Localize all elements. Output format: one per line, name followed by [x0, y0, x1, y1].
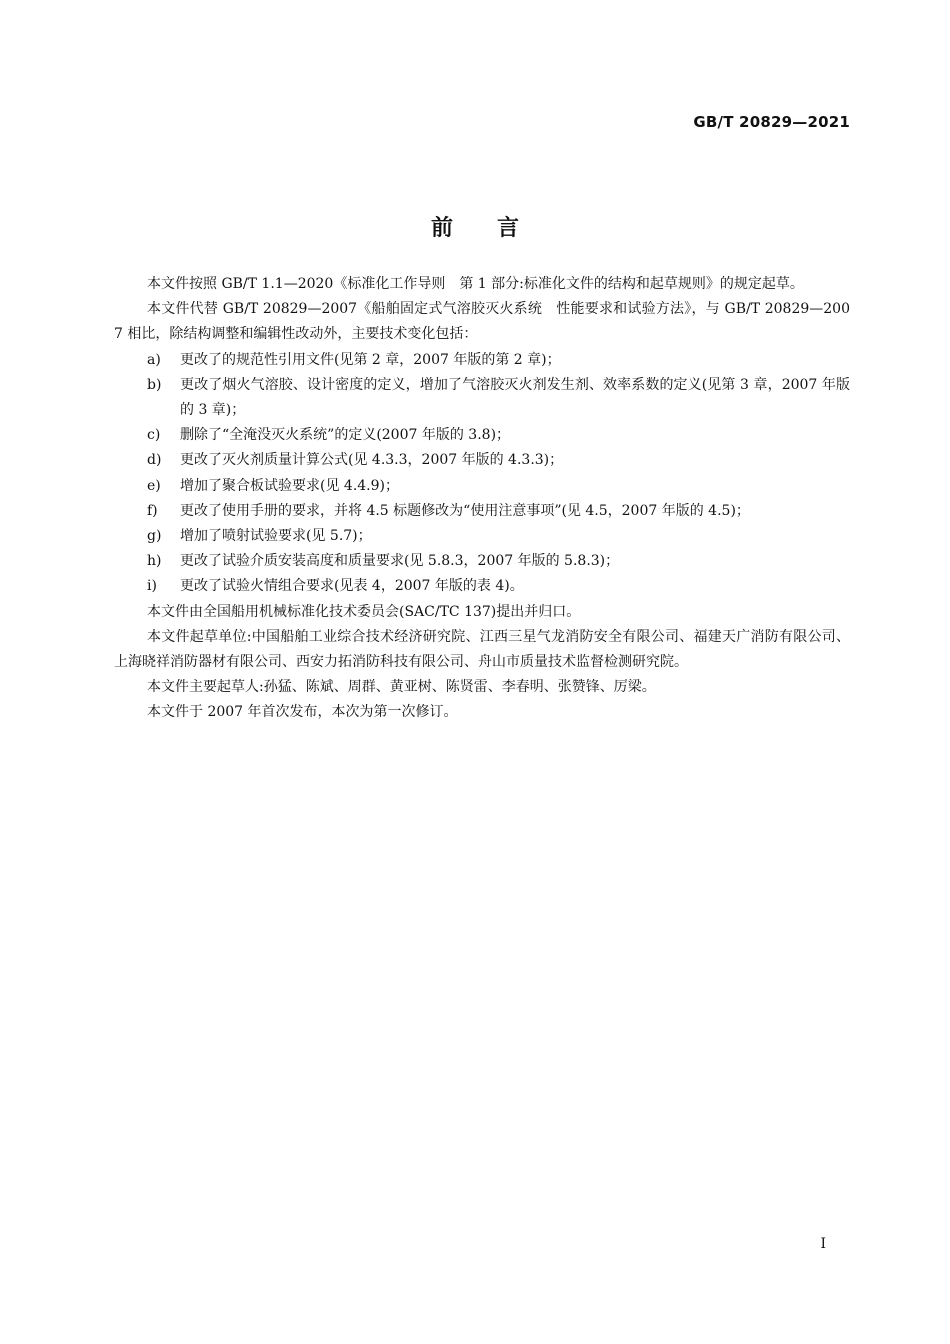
- list-item-text: 更改了使用手册的要求，并将 4.5 标题修改为“使用注意事项”(见 4.5，2007 年版的 4.5)；: [180, 502, 750, 519]
- committee-paragraph: 本文件由全国船用机械标准化技术委员会(SAC/TC 137)提出并归口。: [147, 603, 581, 620]
- changes-list: [114, 348, 850, 600]
- page-title: 前言: [430, 215, 563, 241]
- publication-history-paragraph: 本文件于 2007 年首次发布，本次为第一次修订。: [147, 704, 458, 721]
- list-item: [114, 348, 850, 373]
- list-item-text: 增加了聚合板试验要求(见 4.4.9)；: [180, 477, 399, 494]
- list-item-text: 增加了喷射试验要求(见 5.7)；: [180, 528, 372, 545]
- list-marker: h): [147, 553, 162, 570]
- list-marker: b): [147, 376, 162, 393]
- drafters-paragraph: 本文件主要起草人:孙猛、陈斌、周群、黄亚树、陈贤雷、李春明、张赞锋、厉梁。: [147, 679, 656, 696]
- page-number: I: [820, 1236, 826, 1252]
- list-item: [114, 524, 850, 549]
- list-item: [114, 574, 850, 599]
- list-item: [114, 549, 850, 574]
- drafting-basis-paragraph: 本文件按照 GB/T 1.1—2020《标准化工作导则 第 1 部分:标准化文件的结构和起草规则》的规定起草。: [147, 276, 804, 292]
- standard-code-header: GB/T 20829—2021: [693, 113, 850, 131]
- list-marker: g): [147, 528, 162, 545]
- list-marker: c): [147, 427, 161, 444]
- list-marker: a): [147, 351, 161, 368]
- list-item: [114, 499, 850, 524]
- list-item: [114, 423, 850, 448]
- list-marker: d): [147, 452, 162, 469]
- preface-body: [114, 272, 850, 726]
- replacement-paragraph: 本文件代替 GB/T 20829—2007《船舶固定式气溶胶灭火系统 性能要求和试验方法》，与 GB/T 20829—2007 相比，除结构调整和编辑性改动外，主要技术变化包括：: [114, 301, 850, 343]
- list-item-text: 更改了试验介质安装高度和质量要求(见 5.8.3，2007 年版的 5.8.3)；: [180, 553, 620, 570]
- list-item: [114, 448, 850, 473]
- list-marker: e): [147, 477, 161, 494]
- list-marker: f): [147, 502, 158, 519]
- list-item-text: 更改了试验火情组合要求(见表 4，2007 年版的表 4)。: [180, 578, 524, 595]
- list-item-text: 更改了烟火气溶胶、设计密度的定义，增加了气溶胶灭火剂发生剂、效率系数的定义(见第 3 章，2007 年版的 3 章)；: [180, 376, 850, 419]
- drafting-units-paragraph: 本文件起草单位:中国船舶工业综合技术经济研究院、江西三星气龙消防安全有限公司、福建天广消防有限公司、上海晓祥消防器材有限公司、西安力拓消防科技有限公司、舟山市质量技术监督检测研究院。: [114, 628, 850, 671]
- list-marker: i): [147, 578, 157, 595]
- list-item: [114, 373, 850, 423]
- list-item-text: 更改了灭火剂质量计算公式(见 4.3.3，2007 年版的 4.3.3)；: [180, 452, 564, 469]
- list-item: [114, 474, 850, 499]
- list-item-text: 删除了“全淹没灭火系统”的定义(2007 年版的 3.8)；: [180, 427, 511, 444]
- list-item-text: 更改了的规范性引用文件(见第 2 章，2007 年版的第 2 章)；: [180, 351, 561, 368]
